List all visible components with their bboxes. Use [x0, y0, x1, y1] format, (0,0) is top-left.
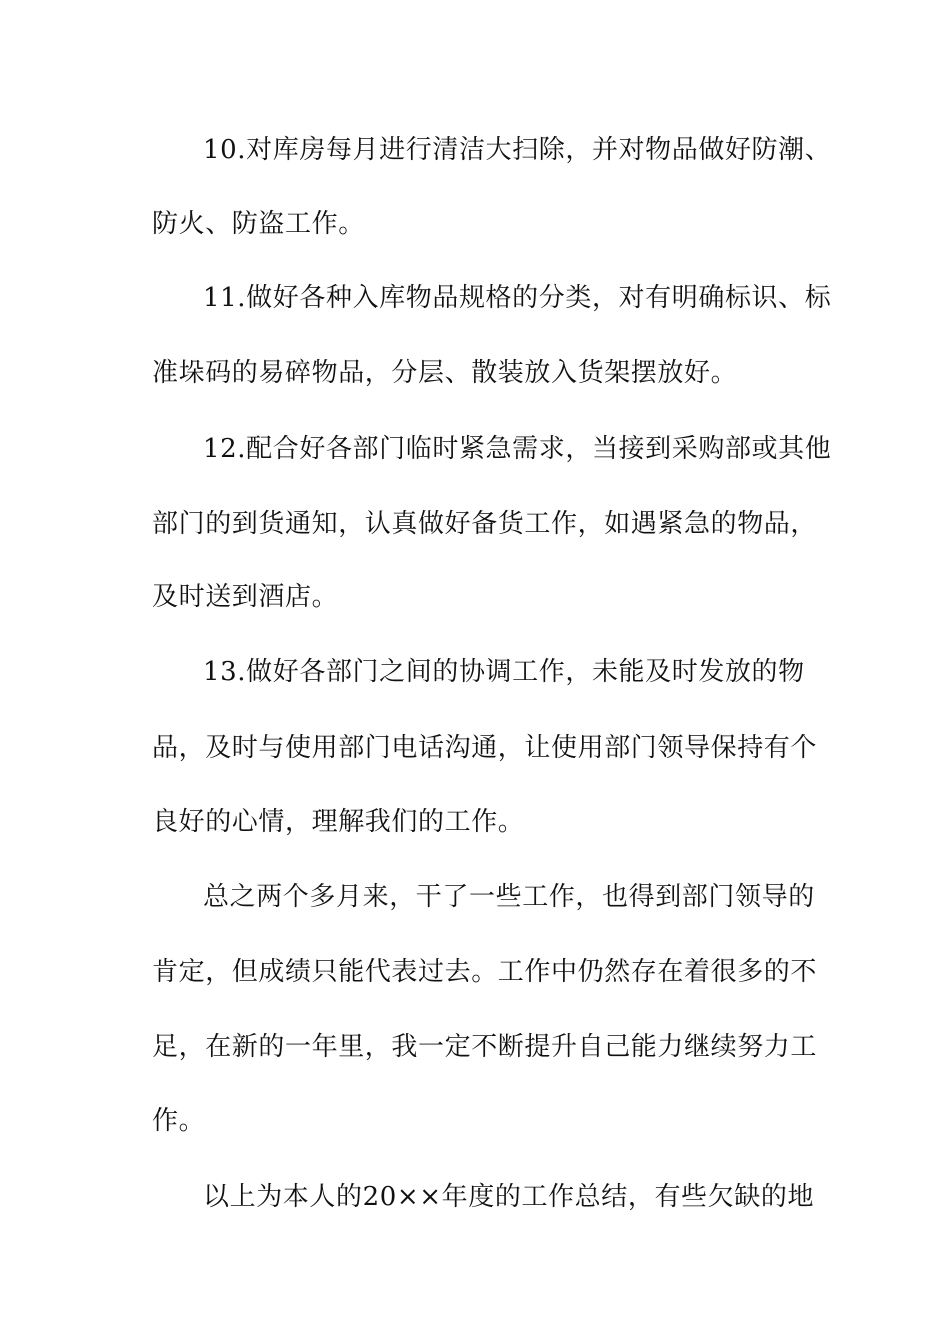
paragraph-13-line-2: 品，及时与使用部门电话沟通，让使用部门领导保持有个: [152, 733, 818, 763]
paragraph-11-line-1: 11.做好各种入库物品规格的分类，对有明确标识、标: [203, 283, 832, 313]
paragraph-12-line-1: 12.配合好各部门临时紧急需求，当接到采购部或其他: [203, 434, 832, 464]
summary-line-3: 足，在新的一年里，我一定不断提升自己能力继续努力工: [152, 1032, 818, 1062]
summary-line-2: 肯定，但成绩只能代表过去。工作中仍然存在着很多的不: [152, 957, 818, 987]
paragraph-13-line-3: 良好的心情，理解我们的工作。: [152, 807, 525, 837]
paragraph-13-line-1: 13.做好各部门之间的协调工作，未能及时发放的物: [203, 657, 805, 687]
paragraph-10-line-2: 防火、防盗工作。: [152, 209, 365, 239]
summary-line-4: 作。: [152, 1106, 206, 1136]
paragraph-11-line-2: 准垛码的易碎物品，分层、散装放入货架摆放好。: [152, 358, 738, 388]
paragraph-10-line-1: 10.对库房每月进行清洁大扫除，并对物品做好防潮、: [203, 135, 832, 165]
paragraph-12-line-3: 及时送到酒店。: [152, 582, 339, 612]
summary-line-1: 总之两个多月来，干了一些工作，也得到部门领导的: [203, 882, 815, 912]
paragraph-12-line-2: 部门的到货通知，认真做好备货工作，如遇紧急的物品，: [152, 509, 818, 539]
closing-line-1: 以上为本人的20××年度的工作总结，有些欠缺的地: [203, 1182, 815, 1212]
